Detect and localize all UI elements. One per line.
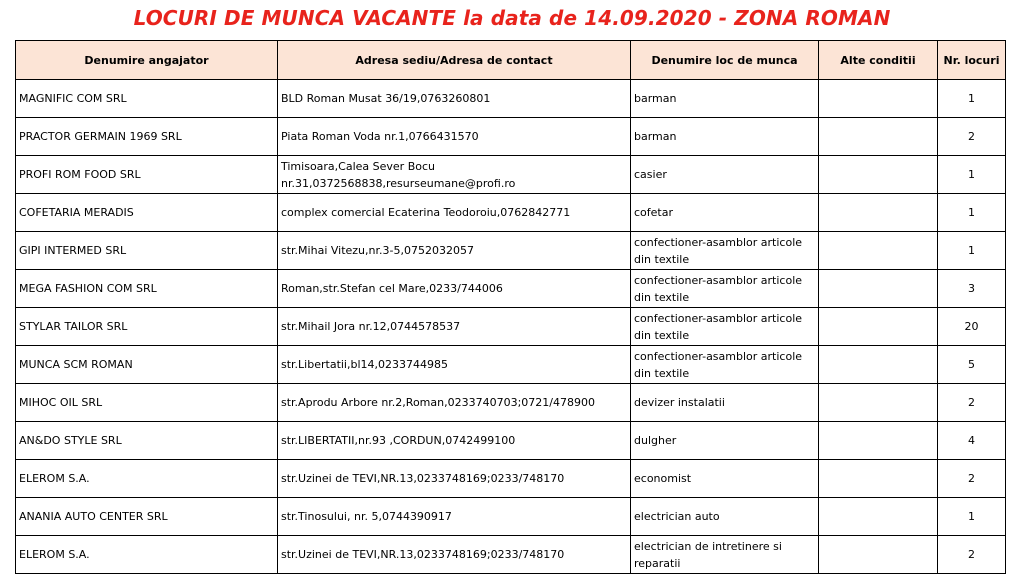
cell-job: confectioner-asamblor articole din textile: [631, 270, 819, 308]
cell-job: economist: [631, 460, 819, 498]
cell-employer: MUNCA SCM ROMAN: [16, 346, 278, 384]
cell-count: 1: [938, 194, 1006, 232]
cell-address: str.Tinosului, nr. 5,0744390917: [278, 498, 631, 536]
cell-count: 2: [938, 460, 1006, 498]
cell-job: casier: [631, 156, 819, 194]
cell-address: str.Aprodu Arbore nr.2,Roman,0233740703;0721/478900: [278, 384, 631, 422]
cell-address: str.Mihai Vitezu,nr.3-5,0752032057: [278, 232, 631, 270]
cell-job: confectioner-asamblor articole din textile: [631, 308, 819, 346]
cell-job: devizer instalatii: [631, 384, 819, 422]
cell-employer: MIHOC OIL SRL: [16, 384, 278, 422]
cell-address: Piata Roman Voda nr.1,0766431570: [278, 118, 631, 156]
cell-employer: COFETARIA MERADIS: [16, 194, 278, 232]
cell-employer: AN&DO STYLE SRL: [16, 422, 278, 460]
cell-employer: STYLAR TAILOR SRL: [16, 308, 278, 346]
cell-conditions: [819, 384, 938, 422]
cell-conditions: [819, 80, 938, 118]
table-row: [16, 346, 1006, 384]
cell-count: 5: [938, 346, 1006, 384]
table-row: [16, 156, 1006, 194]
cell-address: BLD Roman Musat 36/19,0763260801: [278, 80, 631, 118]
cell-count: 3: [938, 270, 1006, 308]
table-header-row: [16, 41, 1006, 80]
cell-employer: PROFI ROM FOOD SRL: [16, 156, 278, 194]
page-title: LOCURI DE MUNCA VACANTE la data de 14.09.2020 - ZONA ROMAN: [133, 6, 891, 30]
cell-count: 4: [938, 422, 1006, 460]
cell-address: Roman,str.Stefan cel Mare,0233/744006: [278, 270, 631, 308]
cell-address: str.Libertatii,bl14,0233744985: [278, 346, 631, 384]
table-row: [16, 384, 1006, 422]
header-count: Nr. locuri: [938, 41, 1006, 80]
table-row: [16, 270, 1006, 308]
cell-count: 1: [938, 156, 1006, 194]
cell-count: 2: [938, 118, 1006, 156]
cell-address: str.Uzinei de TEVI,NR.13,0233748169;0233/748170: [278, 536, 631, 574]
cell-address: str.Uzinei de TEVI,NR.13,0233748169;0233/748170: [278, 460, 631, 498]
vacancies-table: [15, 40, 1006, 574]
cell-count: 2: [938, 384, 1006, 422]
table-row: [16, 118, 1006, 156]
table-row: [16, 308, 1006, 346]
cell-conditions: [819, 460, 938, 498]
cell-address: complex comercial Ecaterina Teodoroiu,0762842771: [278, 194, 631, 232]
cell-count: 20: [938, 308, 1006, 346]
cell-employer: MEGA FASHION COM SRL: [16, 270, 278, 308]
cell-employer: ANANIA AUTO CENTER SRL: [16, 498, 278, 536]
cell-conditions: [819, 232, 938, 270]
table-row: [16, 536, 1006, 574]
header-address: Adresa sediu/Adresa de contact: [278, 41, 631, 80]
cell-employer: GIPI INTERMED SRL: [16, 232, 278, 270]
cell-job: barman: [631, 118, 819, 156]
cell-count: 2: [938, 536, 1006, 574]
cell-conditions: [819, 536, 938, 574]
cell-job: electrician de intretinere si reparatii: [631, 536, 819, 574]
cell-conditions: [819, 270, 938, 308]
cell-job: cofetar: [631, 194, 819, 232]
cell-conditions: [819, 156, 938, 194]
cell-count: 1: [938, 80, 1006, 118]
cell-count: 1: [938, 232, 1006, 270]
cell-employer: PRACTOR GERMAIN 1969 SRL: [16, 118, 278, 156]
cell-address: str.LIBERTATII,nr.93 ,CORDUN,0742499100: [278, 422, 631, 460]
table-row: [16, 232, 1006, 270]
cell-address: Timisoara,Calea Sever Bocu nr.31,0372568838,resurseumane@profi.ro: [278, 156, 631, 194]
cell-conditions: [819, 346, 938, 384]
cell-employer: MAGNIFIC COM SRL: [16, 80, 278, 118]
cell-job: confectioner-asamblor articole din textile: [631, 232, 819, 270]
cell-conditions: [819, 194, 938, 232]
cell-conditions: [819, 498, 938, 536]
header-job: Denumire loc de munca: [631, 41, 819, 80]
cell-job: electrician auto: [631, 498, 819, 536]
header-conditions: Alte conditii: [819, 41, 938, 80]
cell-conditions: [819, 422, 938, 460]
cell-job: barman: [631, 80, 819, 118]
cell-job: confectioner-asamblor articole din textile: [631, 346, 819, 384]
table-row: [16, 80, 1006, 118]
cell-address: str.Mihail Jora nr.12,0744578537: [278, 308, 631, 346]
cell-job: dulgher: [631, 422, 819, 460]
table-row: [16, 422, 1006, 460]
cell-conditions: [819, 118, 938, 156]
table-row: [16, 194, 1006, 232]
cell-conditions: [819, 308, 938, 346]
table-row: [16, 498, 1006, 536]
cell-employer: ELEROM S.A.: [16, 536, 278, 574]
cell-count: 1: [938, 498, 1006, 536]
header-employer: Denumire angajator: [16, 41, 278, 80]
table-row: [16, 460, 1006, 498]
cell-employer: ELEROM S.A.: [16, 460, 278, 498]
